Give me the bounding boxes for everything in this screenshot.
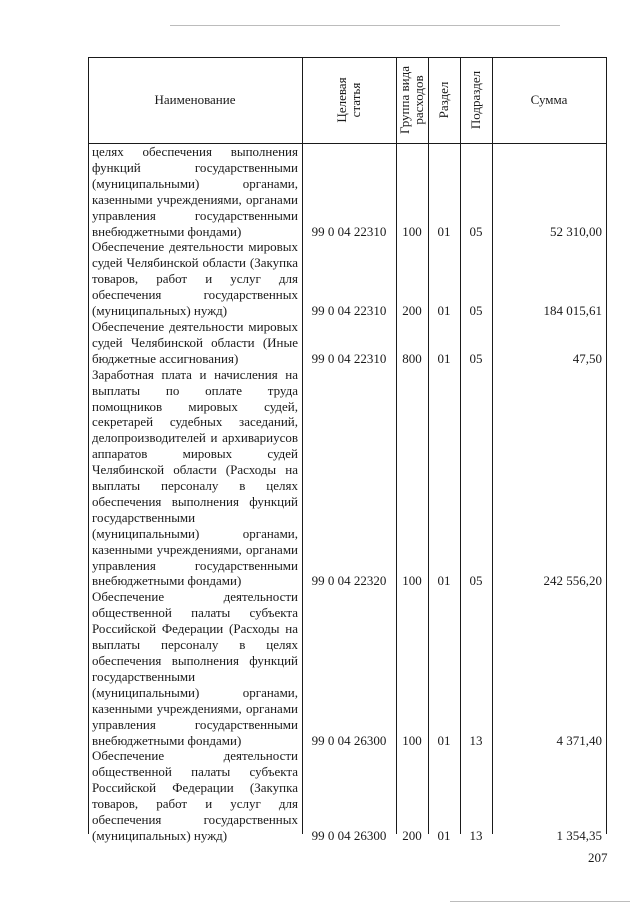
header-article-line1: Целевая (334, 77, 349, 123)
row-group: 100 (402, 732, 422, 748)
row-section: 01 (437, 350, 451, 366)
header-group-line1: Группа вида (397, 66, 412, 134)
row-article: 99 0 04 22310 (311, 350, 387, 366)
row-subsection: 05 (469, 223, 483, 239)
table-row (88, 367, 607, 590)
header-sum-cell (492, 57, 606, 143)
row-subsection: 13 (469, 827, 483, 843)
row-sum: 242 556,20 (543, 573, 602, 589)
table-body (88, 144, 607, 844)
row-article: 99 0 04 22310 (311, 223, 387, 239)
table-row (88, 319, 607, 367)
header-subsection: Подраздел (468, 70, 483, 130)
row-section: 01 (437, 573, 451, 589)
row-sum: 47,50 (572, 350, 602, 366)
row-sum: 1 354,35 (556, 827, 602, 843)
table-row (88, 589, 607, 748)
row-group: 100 (402, 223, 422, 239)
row-sum: 52 310,00 (550, 223, 602, 239)
row-section: 01 (437, 827, 451, 843)
header-article-line2: статья (348, 82, 363, 118)
row-article: 99 0 04 26300 (311, 732, 387, 748)
row-section: 01 (437, 303, 451, 319)
row-group: 200 (402, 303, 422, 319)
top-scan-line (170, 25, 560, 26)
row-article: 99 0 04 22320 (311, 573, 387, 589)
header-article-cell (302, 57, 396, 143)
row-name: Обеспечение деятельности общественной палаты субъекта Российской Федерации (Расходы на выплаты персоналу в целях обеспечения выполнения функций государственными (муниципальными) органами, казенными учреждениями, органами управления государственными внебюджетными фондами) (92, 589, 298, 748)
header-article (335, 77, 363, 122)
header-section-cell (428, 57, 460, 143)
table-row (88, 748, 607, 843)
row-subsection: 13 (469, 732, 483, 748)
header-name: Наименование (154, 92, 236, 107)
row-sum: 184 015,61 (543, 303, 602, 319)
table-row (88, 239, 607, 319)
header-sum: Сумма (530, 92, 568, 107)
header-group (398, 66, 426, 134)
bottom-scan-line (450, 901, 630, 902)
row-name: Обеспечение деятельности мировых судей Челябинской области (Иные бюджетные ассигнования) (92, 318, 298, 366)
budget-table (88, 57, 607, 843)
row-name: целях обеспечения выполнения функций государственными (муниципальными) органами, казенными учреждениями, органами управления государственными внебюджетными фондами) (92, 144, 298, 239)
header-group-cell (396, 57, 428, 143)
row-article: 99 0 04 22310 (311, 303, 387, 319)
row-name: Обеспечение деятельности мировых судей Челябинской области (Закупка товаров, работ и услуг для обеспечения государственных (муниципальных) нужд) (92, 239, 298, 319)
header-subsection-cell (460, 57, 492, 143)
page-number: 207 (588, 850, 608, 865)
row-article: 99 0 04 26300 (311, 827, 387, 843)
row-name: Обеспечение деятельности общественной палаты субъекта Российской Федерации (Закупка товаров, работ и услуг для обеспечения государственных (муниципальных) нужд) (92, 748, 298, 843)
row-group: 800 (402, 350, 422, 366)
row-sum: 4 371,40 (556, 732, 602, 748)
header-section: Раздел (436, 81, 451, 119)
header-name-cell (88, 57, 302, 143)
row-section: 01 (437, 732, 451, 748)
row-subsection: 05 (469, 573, 483, 589)
header-group-line2: расходов (411, 75, 426, 125)
row-group: 100 (402, 573, 422, 589)
row-group: 200 (402, 827, 422, 843)
row-subsection: 05 (469, 350, 483, 366)
row-name: Заработная плата и начисления на выплаты по оплате труда помощников мировых судей, секретарей судебных заседаний, делопроизводителей и архивариусов аппаратов мировых судей Челябинской области (Расходы на выплаты персоналу в целях обеспечения выполнения функций государственными (муниципальными) органами, казенными учреждениями, органами управления государственными внебюджетными фондами) (92, 366, 298, 589)
row-section: 01 (437, 223, 451, 239)
table-row (88, 144, 607, 239)
row-subsection: 05 (469, 303, 483, 319)
